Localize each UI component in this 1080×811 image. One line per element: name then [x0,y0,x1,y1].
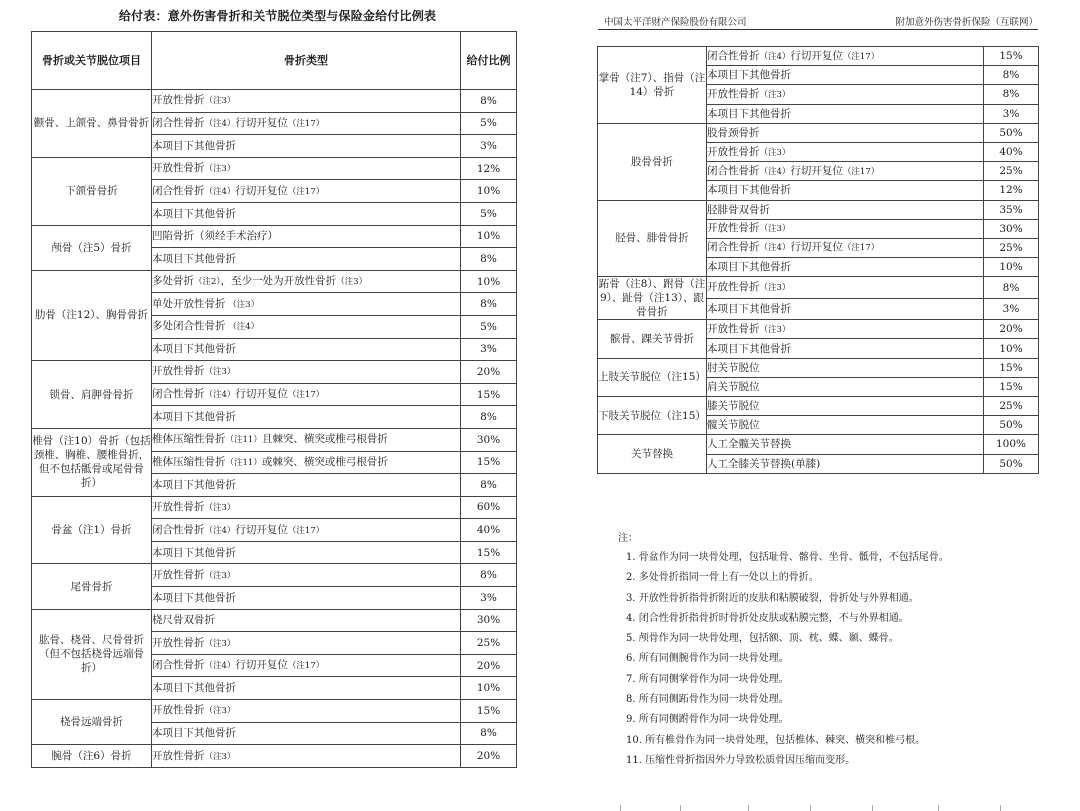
fracture-item: 上肢关节脱位（注15） [598,358,707,396]
type-text-extra: ，至少一处为开放性骨折 [220,275,337,288]
fracture-type [707,219,984,238]
table-row [32,745,517,768]
fracture-item: 掌骨（注7）、指骨（注14）骨折 [598,47,707,124]
type-text: 开放性骨折 [707,322,760,335]
type-text-extra: 且棘突、横突或椎弓根骨折 [261,433,388,446]
fracture-type [707,454,984,473]
fracture-type [152,383,461,406]
fracture-type [152,135,461,158]
table-row [32,157,517,180]
type-text: 闭合性骨折 [152,388,205,401]
fracture-item: 腕骨（注6）骨折 [32,745,152,768]
payout-ratio: 25% [984,238,1039,257]
table-row [32,564,517,587]
fracture-item: 颅骨（注5）骨折 [32,225,152,270]
note-ref: （注3） [204,164,236,175]
payout-ratio: 12% [984,181,1039,200]
payout-ratio: 40% [984,142,1039,161]
table-row [32,90,517,113]
type-text: 凹陷骨折（须经手术治疗） [152,230,278,243]
type-text-extra: 行切开复位 [790,164,843,177]
note-ref: （注17） [287,390,325,401]
note-ref: （注3） [204,570,236,581]
note-ref: （注3） [204,706,236,717]
fracture-type [707,104,984,123]
note-ref: （注2） [194,277,221,288]
fracture-item: 椎骨（注10）骨折（包括颈椎、胸椎、腰椎骨折，但不包括骶骨或尾骨骨折） [32,428,152,496]
note-ref: （注17） [287,661,325,672]
fracture-type [152,587,461,610]
note-ref: （注3） [204,751,236,762]
fracture-type [152,270,461,293]
type-text: 桡尺骨双骨折 [152,614,215,627]
payout-ratio: 5% [461,112,517,135]
note-ref: （注3） [759,283,791,293]
type-text: 单处开放性骨折 [152,297,226,310]
fracture-type [152,654,461,677]
notes-section [618,530,1058,771]
type-text: 开放性骨折 [152,636,205,649]
note-item: 4. 闭合性骨折指骨折时骨折处皮肤或粘膜完整，不与外界相通。 [626,612,909,624]
fracture-item: 骨盆（注1）骨折 [32,496,152,564]
type-text-extra: 行切开复位 [235,116,288,129]
type-text: 本项目下其他骨折 [152,252,236,265]
payout-ratio: 15% [461,383,517,406]
note-ref: （注4） [204,118,236,129]
type-text: 股骨颈骨折 [707,126,760,139]
fracture-item: 肋骨（注12）、胸骨骨折 [32,270,152,360]
fracture-type [707,320,984,339]
table-row [598,123,1039,142]
type-text: 胫腓骨双骨折 [707,203,770,216]
fracture-type [152,361,461,384]
type-text: 本项目下其他骨折 [707,342,791,355]
payout-ratio: 8% [461,474,517,497]
payout-ratio: 8% [461,293,517,316]
note-item: 6. 所有同侧腕骨作为同一块骨处理。 [626,653,789,665]
payout-ratio: 8% [984,277,1039,299]
fracture-type [707,397,984,416]
note-ref: （注17） [287,186,325,197]
payout-ratio: 50% [984,454,1039,473]
type-text-extra: 行切开复位 [235,659,288,672]
fracture-type [152,202,461,225]
payout-ratio: 15% [461,541,517,564]
note-ref: （注3） [204,367,236,378]
payout-ratio: 8% [461,90,517,113]
table-row [598,277,1039,299]
type-text-extra: 行切开复位 [790,241,843,254]
note-item: 5. 颅骨作为同一块骨处理，包括额、顶、枕、蝶、颞、蝶骨。 [626,633,899,645]
fracture-type [707,123,984,142]
payout-ratio: 10% [984,339,1039,358]
fracture-type [152,112,461,135]
note-ref: （注11） [225,457,262,468]
fracture-type [152,745,461,768]
header-rule [598,29,1038,30]
payout-ratio: 15% [984,358,1039,377]
note-ref: （注17） [287,118,325,129]
type-text: 本项目下其他骨折 [707,69,791,82]
type-text: 开放性骨折 [707,87,760,100]
page-edge-marks [620,805,1040,811]
type-text: 本项目下其他骨折 [152,682,236,695]
payout-ratio: 25% [984,397,1039,416]
note-ref: （注3） [204,502,236,513]
payout-ratio: 15% [984,377,1039,396]
note-ref: （注11） [225,435,262,446]
fracture-type [152,315,461,338]
note-ref: （注17） [287,525,325,536]
note-ref: （注4） [225,322,260,333]
fracture-type [152,722,461,745]
fracture-type [152,632,461,655]
company-name: 中国太平洋财产保险股份有限公司 [604,17,747,28]
fracture-type [152,451,461,474]
payout-ratio: 60% [461,496,517,519]
type-text: 本项目下其他骨折 [707,303,791,315]
fracture-type [152,496,461,519]
payout-ratio: 25% [984,162,1039,181]
type-text: 肩关节脱位 [707,380,760,393]
note-ref: （注4） [204,661,236,672]
fracture-type [152,700,461,723]
header-item: 骨折或关节脱位项目 [32,32,152,90]
type-text-extra: 行切开复位 [235,388,288,401]
fracture-type [707,162,984,181]
type-text: 开放性骨折 [707,222,760,235]
note-ref: （注3） [759,224,791,235]
note-ref: （注4） [204,390,236,401]
fracture-type [707,416,984,435]
fracture-type [152,406,461,429]
type-text: 开放性骨折 [152,704,205,717]
payout-ratio: 15% [461,451,517,474]
payout-ratio: 15% [461,700,517,723]
note-item: 2. 多处骨折指同一骨上有一处以上的骨折。 [626,572,819,584]
table-row [598,435,1039,454]
fracture-type [707,85,984,104]
table-row [32,428,517,451]
table-row [32,270,517,293]
fracture-type [152,564,461,587]
type-text: 开放性骨折 [152,749,205,762]
fracture-type [152,338,461,361]
type-text: 闭合性骨折 [707,241,760,254]
payout-ratio: 30% [984,219,1039,238]
table-row [32,609,517,632]
payout-ratio: 3% [461,135,517,158]
type-text: 多处骨折 [152,275,194,288]
right-page [540,0,1080,811]
note-ref: （注3） [204,638,236,649]
payout-ratio: 12% [461,157,517,180]
payout-ratio: 15% [984,47,1039,66]
fracture-item: 下颌骨骨折 [32,157,152,225]
type-text-extra: 行切开复位 [790,49,843,62]
type-text: 本项目下其他骨折 [707,261,791,274]
type-text: 椎体压缩性骨折 [152,455,226,468]
payout-ratio: 30% [461,609,517,632]
note-ref: （注3） [225,299,260,310]
payout-ratio: 5% [461,202,517,225]
payout-ratio: 8% [461,722,517,745]
fracture-type [707,358,984,377]
type-text: 闭合性骨折 [152,184,205,197]
fracture-type [707,298,984,320]
note-item: 3. 开放性骨折指骨折附近的皮肤和粘膜破裂，骨折处与外界相通。 [626,592,919,604]
type-text: 多处闭合性骨折 [152,320,226,333]
fracture-type [707,339,984,358]
table-row [598,200,1039,219]
fracture-type [152,248,461,271]
type-text: 闭合性骨折 [707,49,760,62]
type-text: 肘关节脱位 [707,361,760,374]
fracture-type [707,200,984,219]
type-text: 膝关节脱位 [707,400,760,413]
payout-ratio: 50% [984,416,1039,435]
product-name: 附加意外伤害骨折保险（互联网） [895,17,1038,28]
type-text: 开放性骨折 [152,162,205,175]
payout-ratio: 20% [461,654,517,677]
type-text: 本项目下其他骨折 [152,343,236,356]
type-text: 开放性骨折 [707,281,760,293]
fracture-item: 桡骨远端骨折 [32,700,152,745]
type-text: 髋关节脱位 [707,419,760,432]
type-text: 闭合性骨折 [152,659,205,672]
fracture-item: 胫骨、腓骨骨折 [598,200,707,277]
note-item: 1. 骨盆作为同一块骨处理，包括耻骨、髂骨、坐骨、骶骨，不包括尾骨。 [626,552,949,563]
fracture-type [152,157,461,180]
fracture-type [707,181,984,200]
table-row [32,496,517,519]
fracture-type [152,541,461,564]
note-ref: （注3） [336,277,368,288]
payout-ratio: 8% [461,406,517,429]
payout-ratio: 20% [461,361,517,384]
note-ref: （注3） [759,89,791,100]
payout-ratio: 25% [461,632,517,655]
fracture-item: 颧骨、上颌骨、鼻骨骨折 [32,90,152,158]
type-text: 人工全膝关节替换(单膝) [707,457,821,470]
note-ref: （注17） [842,51,880,62]
payout-ratio: 8% [984,66,1039,85]
table-row [598,358,1039,377]
note-ref: （注4） [204,186,236,197]
type-text: 闭合性骨折 [707,164,760,177]
type-text: 闭合性骨折 [152,523,205,536]
note-ref: （注4） [759,243,791,254]
note-ref: （注4） [759,51,791,62]
note-item: 10. 所有椎骨作为同一块骨处理，包括椎体、棘突、横突和椎弓根。 [626,734,926,746]
note-ref: （注17） [842,166,880,177]
payout-ratio: 3% [984,298,1039,320]
fracture-type [707,277,984,299]
note-ref: （注4） [759,166,791,177]
table-row [598,320,1039,339]
table-row [32,700,517,723]
type-text: 开放性骨折 [152,94,205,107]
fracture-type [152,293,461,316]
fracture-type [707,142,984,161]
fracture-type [152,225,461,248]
type-text: 本项目下其他骨折 [707,184,791,197]
payout-ratio: 10% [461,677,517,700]
fracture-type [707,377,984,396]
type-text: 本项目下其他骨折 [152,478,236,491]
fracture-type [707,258,984,277]
note-item: 7. 所有同侧掌骨作为同一块骨处理。 [626,673,789,685]
fracture-type [707,435,984,454]
note-ref: （注4） [204,525,236,536]
type-text: 本项目下其他骨折 [152,591,236,604]
note-ref: （注3） [759,147,791,158]
payout-ratio: 100% [984,435,1039,454]
fracture-item: 髌骨、踝关节骨折 [598,320,707,358]
page-title: 给付表：意外伤害骨折和关节脱位类型与保险金给付比例表 [118,9,437,23]
payout-ratio: 10% [461,225,517,248]
payout-ratio: 20% [984,320,1039,339]
type-text: 本项目下其他骨折 [152,207,236,220]
fracture-type [152,180,461,203]
note-ref: （注3） [759,324,791,335]
payout-ratio: 3% [984,104,1039,123]
table-row [598,47,1039,66]
table-row [32,361,517,384]
table-row [32,225,517,248]
payout-ratio: 10% [984,258,1039,277]
fracture-type [152,428,461,451]
header-ratio: 给付比例 [461,32,517,90]
payout-ratio: 5% [461,315,517,338]
payout-ratio: 8% [461,248,517,271]
payout-ratio: 35% [984,200,1039,219]
fracture-type [152,90,461,113]
fracture-item: 关节替换 [598,435,707,473]
type-text-extra: 行切开复位 [235,184,288,197]
fracture-type [152,519,461,542]
type-text: 本项目下其他骨折 [152,139,236,152]
benefit-table-left [31,31,517,768]
notes-title: 注： [618,533,638,544]
type-text: 椎体压缩性骨折 [152,433,226,446]
note-item: 8. 所有同侧跖骨作为同一块骨处理。 [626,694,789,706]
fracture-type [707,66,984,85]
benefit-table-right [597,46,1039,474]
payout-ratio: 8% [984,85,1039,104]
payout-ratio: 10% [461,180,517,203]
payout-ratio: 20% [461,745,517,768]
fracture-item: 下肢关节脱位（注15） [598,397,707,435]
payout-ratio: 40% [461,519,517,542]
table-row [598,397,1039,416]
fracture-item: 锁骨、肩胛骨骨折 [32,361,152,429]
type-text: 人工全髋关节替换 [707,438,791,451]
note-ref: （注17） [842,243,880,254]
fracture-type [707,238,984,257]
fracture-type [707,47,984,66]
header-type: 骨折类型 [152,32,461,90]
fracture-item: 尾骨骨折 [32,564,152,609]
payout-ratio: 50% [984,123,1039,142]
type-text: 本项目下其他骨折 [152,411,236,424]
payout-ratio: 30% [461,428,517,451]
fracture-item: 跖骨（注8）、跗骨（注9）、趾骨（注13）、跟骨骨折 [598,278,706,319]
type-text: 开放性骨折 [152,568,205,581]
note-item: 9. 所有同侧跗骨作为同一块骨处理。 [626,714,789,726]
payout-ratio: 3% [461,587,517,610]
note-ref: （注3） [204,96,236,107]
fracture-type [152,609,461,632]
type-text-extra: 行切开复位 [235,523,288,536]
type-text: 开放性骨折 [152,500,205,513]
payout-ratio: 3% [461,338,517,361]
type-text: 开放性骨折 [152,365,205,378]
type-text: 本项目下其他骨折 [152,546,236,559]
fracture-item: 股骨骨折 [598,123,707,200]
fracture-item: 肱骨、桡骨、尺骨骨折（但不包括桡骨远端骨折） [32,609,152,699]
type-text: 本项目下其他骨折 [152,727,236,740]
type-text: 闭合性骨折 [152,116,205,129]
payout-ratio: 10% [461,270,517,293]
fracture-type [152,677,461,700]
type-text: 本项目下其他骨折 [707,107,791,120]
type-text-extra: 或棘突、横突或椎弓根骨折 [261,455,388,468]
type-text: 开放性骨折 [707,145,760,158]
note-item: 11. 压缩性骨折指因外力导致松质骨因压缩而变形。 [626,754,856,766]
payout-ratio: 8% [461,564,517,587]
fracture-type [152,474,461,497]
